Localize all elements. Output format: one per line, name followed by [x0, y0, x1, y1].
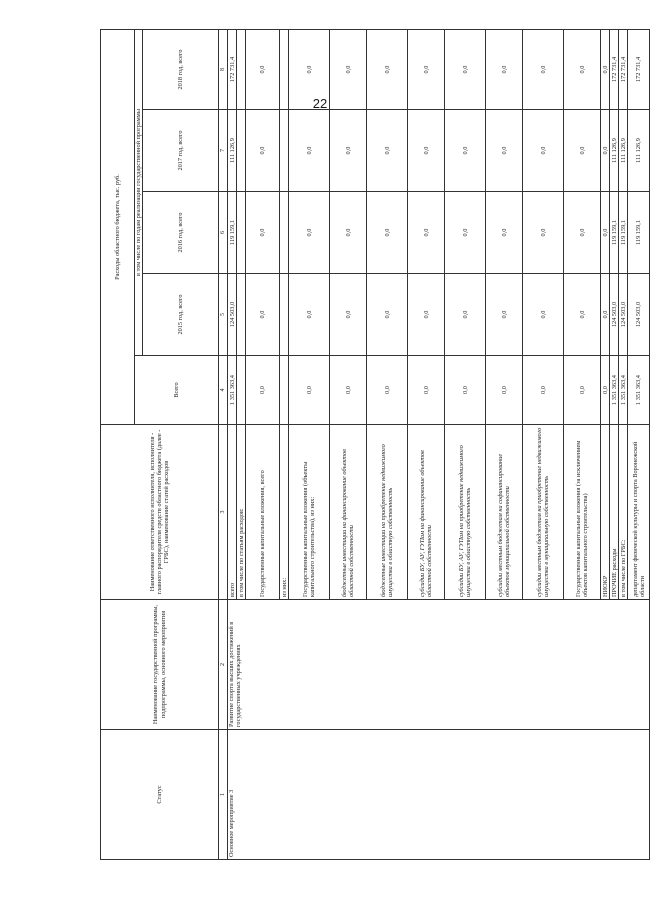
cell-total: 0,0	[523, 356, 564, 425]
column-number: 6	[219, 192, 228, 274]
header-by-year-group: в том числе по годам реализации государственной программы	[135, 30, 143, 356]
cell-2017: 0,0	[601, 110, 610, 192]
header-year-2016: 2016 год, всего	[143, 192, 219, 274]
row-label: субсидии местным бюджетам на приобретение недвижимого имущества в муниципальную собственность	[523, 425, 564, 600]
cell-2015: 0,0	[246, 274, 280, 356]
cell-2016: 0,0	[246, 192, 280, 274]
cell-2015: 0,0	[408, 274, 445, 356]
row-label: бюджетные инвестиции на приобретение недвижимого имущества в областную собственность	[367, 425, 408, 600]
cell-2015: 0,0	[601, 274, 610, 356]
cell-2015	[280, 274, 289, 356]
cell-2016: 0,0	[289, 192, 330, 274]
row-label: субсидии БУ, АУ, ГУПам на финансирование объектов областной собственности	[408, 425, 445, 600]
cell-total	[237, 356, 246, 425]
cell-2018: 0,0	[408, 30, 445, 110]
cell-2017: 0,0	[330, 110, 367, 192]
cell-2015: 124 503,0	[610, 274, 619, 356]
cell-2018: 172 731,4	[228, 30, 237, 110]
cell-2015: 124 503,0	[619, 274, 628, 356]
row-label: Государственные капитальные вложения, всего	[246, 425, 280, 600]
cell-2017: 111 126,9	[228, 110, 237, 192]
cell-2018: 172 731,4	[619, 30, 628, 110]
cell-2018: 0,0	[330, 30, 367, 110]
cell-2018	[237, 30, 246, 110]
row-label: департамент физической культуры и спорта Воронежской области	[628, 425, 650, 600]
row-label: ПРОЧИЕ расходы	[610, 425, 619, 600]
cell-2015	[237, 274, 246, 356]
cell-total: 1 351 363,4	[628, 356, 650, 425]
cell-total: 1 351 363,4	[228, 356, 237, 425]
cell-2017	[237, 110, 246, 192]
cell-total: 1 351 363,4	[610, 356, 619, 425]
cell-2016	[280, 192, 289, 274]
budget-table	[100, 29, 650, 860]
header-program-name: Наименование государственной программы, подпрограммы, основного мероприятия	[101, 600, 219, 730]
column-number: 8	[219, 30, 228, 110]
cell-2018: 0,0	[445, 30, 486, 110]
row-label: всего	[228, 425, 237, 600]
row-label: субсидии местным бюджетам на софинансирование объектов муниципальной собственности	[486, 425, 523, 600]
cell-2015: 0,0	[330, 274, 367, 356]
cell-2016: 0,0	[601, 192, 610, 274]
program-name-cell: Развитие спорта высших достижений в государственных учреждениях	[228, 600, 650, 730]
cell-2016	[237, 192, 246, 274]
column-number: 7	[219, 110, 228, 192]
cell-2017: 0,0	[408, 110, 445, 192]
cell-2017: 0,0	[445, 110, 486, 192]
cell-2016: 119 159,1	[619, 192, 628, 274]
column-number: 5	[219, 274, 228, 356]
header-status: Статус	[101, 730, 219, 860]
cell-2018: 0,0	[367, 30, 408, 110]
cell-2018: 0,0	[246, 30, 280, 110]
column-number: 2	[219, 600, 228, 730]
header-year-2015: 2015 год, всего	[143, 274, 219, 356]
cell-total: 0,0	[408, 356, 445, 425]
status-cell: Основное мероприятие 3	[228, 730, 650, 860]
page-number: 22	[312, 96, 328, 111]
table-row	[228, 30, 237, 860]
cell-2015: 0,0	[486, 274, 523, 356]
cell-2016: 0,0	[445, 192, 486, 274]
cell-2018	[280, 30, 289, 110]
cell-2018: 172 731,4	[610, 30, 619, 110]
cell-2017	[280, 110, 289, 192]
cell-2016: 119 159,1	[610, 192, 619, 274]
header-year-2018: 2018 год, всего	[143, 30, 219, 110]
column-number: 1	[219, 730, 228, 860]
header-total: Всего	[135, 356, 219, 425]
cell-2016: 119 159,1	[628, 192, 650, 274]
header-executor: Наименование ответственного исполнителя, исполнителя - главного распорядителя средств областного бюджета (далее - ГРБС), наименование статей расходов	[101, 425, 219, 600]
cell-2018: 0,0	[289, 30, 330, 110]
cell-2016: 119 159,1	[228, 192, 237, 274]
row-label: Государственные капитальные вложения (объекты капитального строительства), из них:	[289, 425, 330, 600]
cell-2018: 0,0	[601, 30, 610, 110]
cell-total: 0,0	[601, 356, 610, 425]
cell-2015: 0,0	[367, 274, 408, 356]
cell-2018: 0,0	[523, 30, 564, 110]
cell-2016: 0,0	[367, 192, 408, 274]
cell-2018: 0,0	[486, 30, 523, 110]
row-label: НИОКР	[601, 425, 610, 600]
column-number: 3	[219, 425, 228, 600]
cell-2016: 0,0	[564, 192, 601, 274]
cell-total: 1 351 363,4	[619, 356, 628, 425]
cell-total	[280, 356, 289, 425]
cell-2017: 0,0	[246, 110, 280, 192]
cell-2017: 111 126,9	[619, 110, 628, 192]
cell-2016: 0,0	[523, 192, 564, 274]
cell-2017: 0,0	[564, 110, 601, 192]
cell-2016: 0,0	[408, 192, 445, 274]
cell-2015: 0,0	[523, 274, 564, 356]
cell-total: 0,0	[486, 356, 523, 425]
row-label: в том числе по ГРБС:	[619, 425, 628, 600]
cell-total: 0,0	[330, 356, 367, 425]
cell-2017: 0,0	[367, 110, 408, 192]
cell-2018: 172 731,4	[628, 30, 650, 110]
cell-2018: 0,0	[564, 30, 601, 110]
cell-2017: 0,0	[486, 110, 523, 192]
cell-2015: 124 503,0	[628, 274, 650, 356]
row-label: субсидии БУ, АУ, ГУПам на приобретение недвижимого имущества в областную собственность	[445, 425, 486, 600]
cell-2017: 111 126,9	[610, 110, 619, 192]
cell-total: 0,0	[246, 356, 280, 425]
cell-total: 0,0	[564, 356, 601, 425]
cell-2015: 0,0	[564, 274, 601, 356]
header-year-2017: 2017 год, всего	[143, 110, 219, 192]
cell-2015: 0,0	[445, 274, 486, 356]
column-number: 4	[219, 356, 228, 425]
row-label: бюджетные инвестиции на финансирование объектов областной собственности	[330, 425, 367, 600]
row-label: из них:	[280, 425, 289, 600]
rotated-table-container	[100, 30, 646, 860]
cell-total: 0,0	[289, 356, 330, 425]
column-number-row	[219, 30, 228, 860]
cell-2015: 0,0	[289, 274, 330, 356]
row-label: Государственные капитальные вложения (за исключением объектов капитального строительства)	[564, 425, 601, 600]
cell-2017: 0,0	[289, 110, 330, 192]
cell-2016: 0,0	[330, 192, 367, 274]
cell-2017: 111 126,9	[628, 110, 650, 192]
row-label: в том числе по статьям расходов:	[237, 425, 246, 600]
header-budget-group: Расходы областного бюджета, тыс. руб.	[101, 30, 135, 425]
cell-2015: 124 503,0	[228, 274, 237, 356]
cell-total: 0,0	[367, 356, 408, 425]
cell-2017: 0,0	[523, 110, 564, 192]
cell-2016: 0,0	[486, 192, 523, 274]
cell-total: 0,0	[445, 356, 486, 425]
